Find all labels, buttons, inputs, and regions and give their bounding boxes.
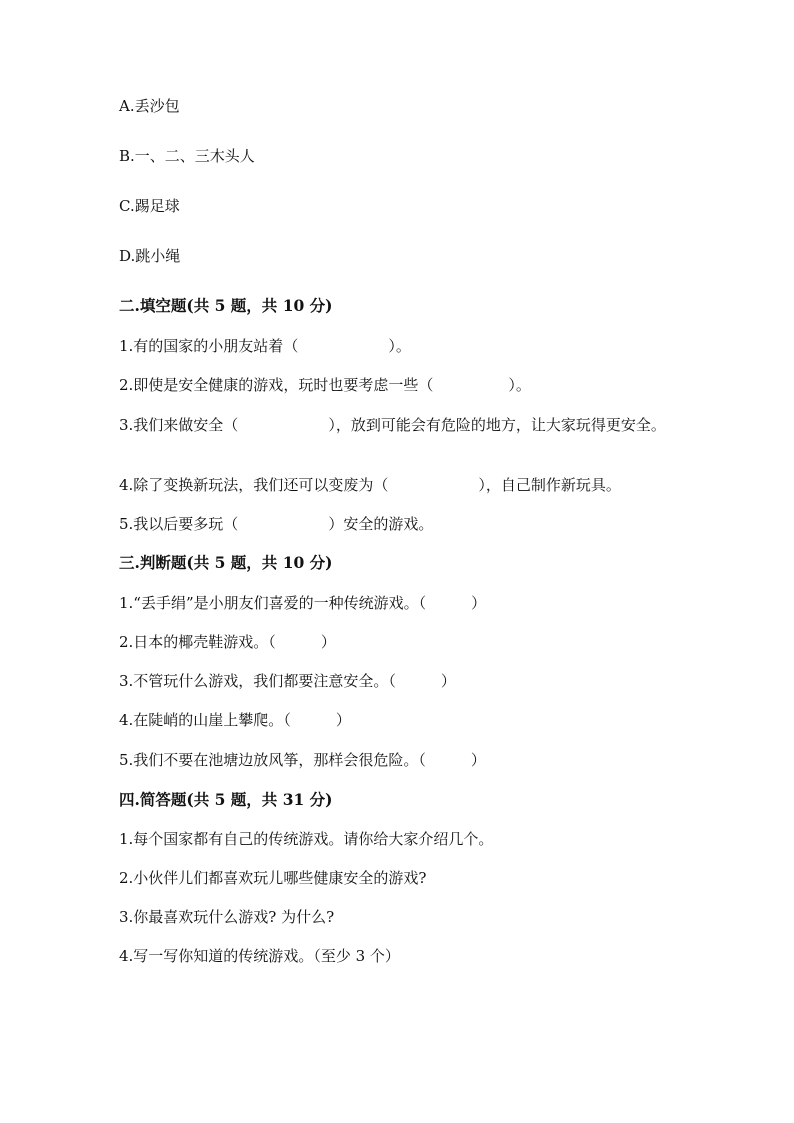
- true-false-heading: 三.判断题(共 5 题，共 10 分): [119, 553, 333, 572]
- short-answer-item-3: 3.你最喜欢玩什么游戏? 为什么?: [119, 908, 335, 926]
- short-answer-heading: 四.简答题(共 5 题，共 31 分): [119, 790, 333, 809]
- fill-blank-item-5: 5.我以后要多玩（ ）安全的游戏。: [119, 515, 434, 533]
- true-false-item-2: 2.日本的椰壳鞋游戏。（ ）: [119, 633, 336, 651]
- option-b: B.一、二、三木头人: [119, 147, 255, 165]
- option-c: C.踢足球: [119, 197, 180, 215]
- option-a: A.丢沙包: [119, 97, 180, 115]
- short-answer-item-4: 4.写一写你知道的传统游戏。（至少 3 个）: [119, 947, 400, 965]
- true-false-item-3: 3.不管玩什么游戏，我们都要注意安全。（ ）: [119, 672, 456, 690]
- true-false-item-4: 4.在陡峭的山崖上攀爬。（ ）: [119, 711, 351, 729]
- short-answer-item-1: 1.每个国家都有自己的传统游戏。请你给大家介绍几个。: [119, 830, 494, 848]
- fill-blank-item-3: 3.我们来做安全（ ），放到可能会有危险的地方，让大家玩得更安全。: [119, 416, 666, 434]
- true-false-item-5: 5.我们不要在池塘边放风筝，那样会很危险。（ ）: [119, 751, 486, 769]
- true-false-item-1: 1.“丢手绢”是小朋友们喜爱的一种传统游戏。（ ）: [119, 594, 487, 612]
- fill-blank-heading: 二.填空题(共 5 题，共 10 分): [119, 296, 333, 315]
- fill-blank-item-4: 4.除了变换新玩法，我们还可以变废为（ ），自己制作新玩具。: [119, 476, 621, 494]
- option-d: D.跳小绳: [119, 247, 181, 265]
- short-answer-item-2: 2.小伙伴儿们都喜欢玩儿哪些健康安全的游戏?: [119, 869, 427, 887]
- fill-blank-item-2: 2.即使是安全健康的游戏，玩时也要考虑一些（ ）。: [119, 376, 531, 394]
- fill-blank-item-1: 1.有的国家的小朋友站着（ ）。: [119, 337, 411, 355]
